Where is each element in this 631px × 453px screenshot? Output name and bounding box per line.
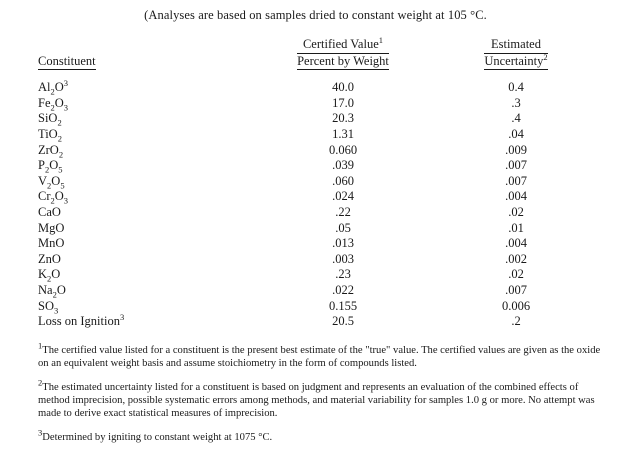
cell-constituent: [38, 252, 248, 268]
cell-certified-value: .022: [332, 282, 354, 297]
cell-constituent: [38, 143, 248, 159]
table-row: [38, 205, 594, 221]
formula-subscript: 2: [52, 289, 57, 300]
formula-subscript: 2: [44, 164, 50, 175]
cell-uncertainty: .009: [505, 142, 527, 157]
cell-uncertainty: .4: [511, 111, 521, 126]
footnote-marker: 2: [38, 377, 43, 388]
cell-constituent: [38, 127, 248, 143]
cell-certified-value: .013: [332, 236, 354, 251]
formula-subscript: 2: [58, 149, 64, 160]
cell-constituent: [38, 96, 248, 112]
formula-subscript: 2: [50, 102, 55, 113]
cell-certified-value: .23: [335, 267, 351, 282]
cell-uncertainty: .004: [505, 236, 527, 251]
cell-loss-on-ignition-label: Loss on Ignition$^3$: [38, 312, 125, 329]
footnotes-section: [38, 340, 604, 444]
table-row: [38, 96, 594, 112]
table-row: [38, 143, 594, 159]
column-header-uncertainty-stack: [484, 37, 547, 70]
footnote-text: The certified value listed for a constituent is the present best estimate of the "true" value. The certified values are given as the oxide on an equivalent weight basis and assume stoichiometry in the form of compounds listed.: [38, 344, 601, 370]
table-row: [38, 80, 594, 96]
cell-certified-value: 20.3: [332, 111, 354, 126]
footnote: [38, 377, 604, 421]
formula-subscript: 2: [50, 86, 55, 97]
formula-base: V: [38, 173, 48, 188]
cell-certified-value: 0.060: [328, 142, 358, 157]
cell-certified-value: .039: [332, 158, 354, 173]
document-page: [0, 8, 631, 453]
footnote-text: Determined by igniting to constant weight at 1075 °C.: [42, 431, 273, 443]
column-header-certified-stack: [297, 34, 389, 70]
cell-uncertainty: .004: [505, 189, 527, 204]
formula-base: Na: [38, 282, 53, 297]
column-header-constituent: [38, 37, 248, 71]
formula-base: P: [38, 158, 45, 173]
certified-footnote-marker: 1: [378, 34, 384, 45]
formula-mid: O: [49, 158, 59, 173]
column-header-certified-line2: Percent by Weight: [297, 54, 389, 71]
formula-subscript: 2: [57, 117, 62, 128]
footnote: [38, 427, 604, 444]
cell-uncertainty: 0.006: [501, 298, 531, 313]
table-header: [38, 34, 594, 71]
table-row: [38, 111, 594, 127]
cell-constituent: [38, 283, 248, 299]
formula-mid: O: [54, 95, 64, 110]
table-row-loss-on-ignition: [38, 314, 594, 330]
cell-uncertainty: .02: [508, 267, 524, 282]
cell-constituent: [38, 205, 248, 221]
formula-mid: O: [54, 189, 64, 204]
cell-constituent: [38, 158, 248, 174]
header-body-spacer: [38, 71, 594, 80]
formula-base: TiO: [38, 127, 58, 142]
cell-certified-value: .060: [332, 173, 354, 188]
table-row: [38, 283, 594, 299]
cell-certified-value: 40.0: [332, 80, 354, 95]
formula-mid: O: [51, 267, 61, 282]
spacer-cell-2: [248, 71, 438, 80]
formula-base: Fe: [38, 95, 51, 110]
table-row: [38, 127, 594, 143]
cell-uncertainty: .04: [508, 127, 524, 142]
cell-constituent: [38, 80, 248, 96]
formula-subscript: 3: [53, 305, 59, 316]
column-header-certified-value: [248, 34, 438, 71]
cell-uncertainty: .002: [505, 251, 527, 266]
cell-certified-value: .003: [332, 251, 354, 266]
formula-subscript-2: 3: [63, 195, 69, 206]
formula-base: SO: [38, 298, 54, 313]
uncertainty-footnote-marker: 2: [543, 51, 548, 62]
formula-base: ZrO: [38, 142, 59, 157]
formula-base: MgO: [38, 220, 65, 235]
cell-constituent: [38, 189, 248, 205]
certified-values-table: [38, 34, 594, 330]
footnote-marker: 1: [38, 340, 43, 351]
formula-subscript: 2: [50, 195, 55, 206]
formula-base: SiO: [38, 111, 58, 126]
spacer-cell-1: [38, 71, 248, 80]
cell-certified-value: .024: [332, 189, 354, 204]
cell-uncertainty: .007: [505, 282, 527, 297]
cell-constituent: [38, 236, 248, 252]
cell-uncertainty: .007: [505, 173, 527, 188]
formula-mid: O: [56, 282, 66, 297]
cell-certified-value: .22: [335, 205, 351, 219]
cell-certified-value: 17.0: [332, 95, 354, 110]
certified-line1-text: Certified Value: [302, 37, 379, 51]
formula-subscript-3: 3: [63, 102, 69, 113]
loss-footnote-marker: 3: [119, 312, 125, 322]
table-row: [38, 189, 594, 205]
cell-certified-value: 0.155: [328, 298, 358, 313]
cell-uncertainty: .02: [508, 205, 524, 219]
table-row: [38, 236, 594, 252]
column-header-constituent-label: Constituent: [38, 54, 96, 70]
formula-mid: O: [51, 173, 61, 188]
formula-base: ZnO: [38, 251, 61, 266]
cell-certified-value: .05: [335, 220, 351, 235]
footnote: [38, 340, 604, 371]
formula-superscript: 3: [63, 78, 69, 89]
column-header-uncertainty-line1: Estimated: [484, 37, 547, 54]
formula-base: CaO: [38, 205, 61, 219]
cell-loss-on-ignition-uncertainty: .2: [511, 314, 521, 329]
formula-subscript-2: 5: [60, 180, 65, 191]
uncertainty-line2-text: Uncertainty: [484, 53, 544, 68]
page-headline: (Analyses are based on samples dried to constant weight at 105 °C.: [144, 8, 487, 22]
table-header-row: [38, 37, 594, 71]
formula-base: K: [38, 267, 48, 282]
formula-subscript: 2: [57, 133, 62, 144]
cell-uncertainty: .01: [508, 220, 524, 235]
formula-base: MnO: [38, 236, 65, 251]
footnote-marker: 3: [38, 427, 43, 438]
cell-uncertainty: .3: [511, 95, 521, 110]
formula-base: Al: [38, 80, 51, 95]
cell-constituent: [38, 221, 248, 237]
table-body: [38, 71, 594, 330]
column-header-uncertainty-line2: [484, 51, 548, 71]
cell-constituent: [38, 174, 248, 190]
column-header-certified-line1: [297, 34, 389, 54]
table-row: [38, 158, 594, 174]
cell-uncertainty: 0.4: [508, 80, 524, 95]
formula-base: Cr: [38, 189, 51, 204]
table-row: [38, 252, 594, 268]
formula-subscript: 2: [47, 180, 52, 191]
formula-mid: O: [54, 80, 64, 95]
spacer-cell-3: [438, 71, 594, 80]
formula-subscript: 2: [47, 273, 52, 284]
cell-constituent: [38, 267, 248, 283]
table-row: [38, 267, 594, 283]
cell-constituent: [38, 299, 248, 315]
cell-constituent: [38, 111, 248, 127]
cell-uncertainty: .007: [505, 158, 527, 173]
footnote-text: The estimated uncertainty listed for a constituent is based on judgment and represents an evaluation of the combined effects of method imprecision, possible systematic errors among methods, and material variability for samples 1.0 g or more. No attempt was made to derive exact statistical measures of imprecision.: [38, 381, 595, 420]
formula-subscript-2: 5: [58, 164, 63, 175]
cell-loss-on-ignition-value: 20.5: [332, 314, 354, 329]
column-header-uncertainty: [438, 37, 594, 71]
cell-certified-value: 1.31: [332, 127, 354, 142]
table-row: [38, 221, 594, 237]
table-row: [38, 174, 594, 190]
